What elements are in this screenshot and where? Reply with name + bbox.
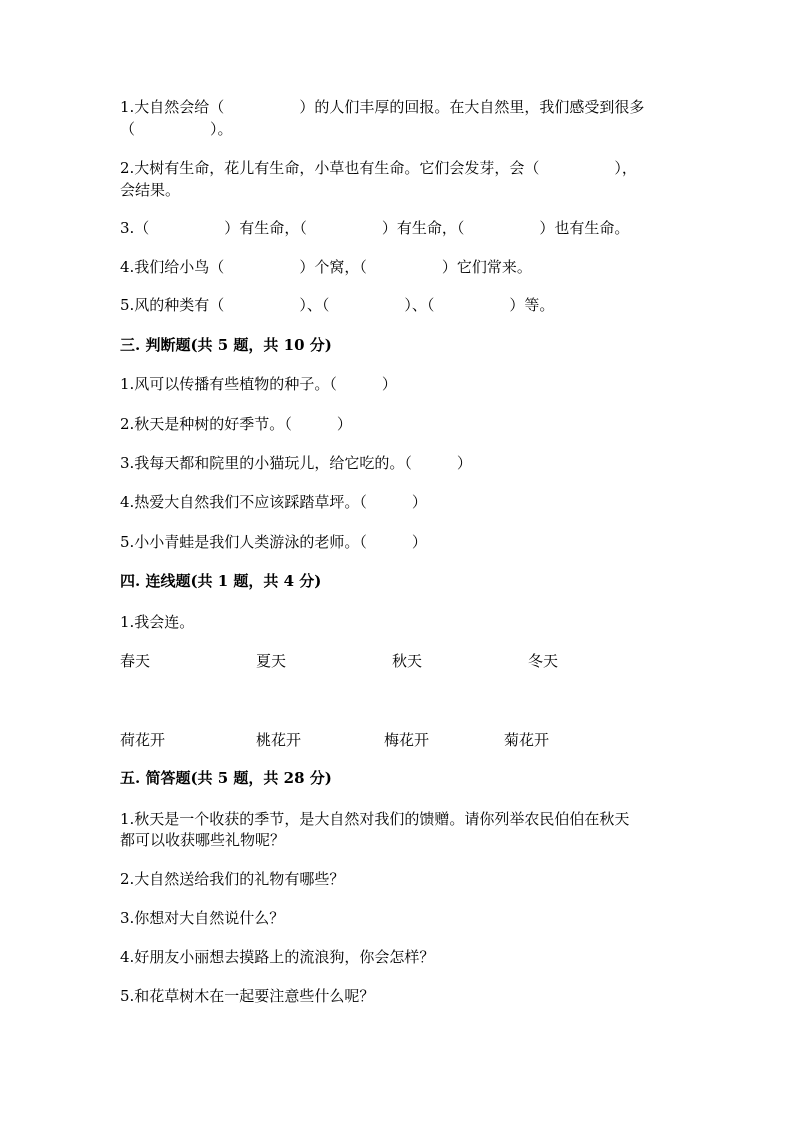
fill-q2-line1: 2.大树有生命，花儿有生命，小草也有生命。它们会发芽，会（ ），	[120, 159, 637, 177]
flower-lotus: 荷花开	[120, 731, 166, 749]
short-q1-line2: 都可以收获哪些礼物呢？	[120, 831, 286, 849]
season-spring: 春天	[120, 652, 151, 670]
short-q5: 5.和花草树木在一起要注意些什么呢？	[120, 987, 375, 1005]
fill-q1-line1: 1.大自然会给（ ）的人们丰厚的回报。在大自然里，我们感受到很多	[120, 98, 645, 116]
season-autumn: 秋天	[392, 652, 423, 670]
flower-plum: 梅花开	[384, 731, 430, 749]
season-winter: 冬天	[528, 652, 559, 670]
short-q4: 4.好朋友小丽想去摸路上的流浪狗，你会怎样？	[120, 948, 435, 966]
judge-q2: 2.秋天是种树的好季节。（ ）	[120, 415, 352, 433]
judge-q5: 5.小小青蛙是我们人类游泳的老师。（ ）	[120, 533, 427, 551]
section3-heading: 三. 判断题(共 5 题，共 10 分)	[120, 336, 332, 354]
fill-q5: 5.风的种类有（ ）、（ ）、（ ）等。	[120, 296, 555, 314]
judge-q4: 4.热爱大自然我们不应该踩踏草坪。（ ）	[120, 493, 427, 511]
judge-q1: 1.风可以传播有些植物的种子。（ ）	[120, 375, 397, 393]
section4-heading: 四. 连线题(共 1 题，共 4 分)	[120, 572, 322, 590]
fill-q2-line2: 会结果。	[120, 181, 181, 199]
flower-chrysanthemum: 菊花开	[504, 731, 550, 749]
match-question: 1.我会连。	[120, 613, 195, 631]
judge-q3: 3.我每天都和院里的小猫玩儿，给它吃的。（ ）	[120, 454, 472, 472]
season-summer: 夏天	[256, 652, 287, 670]
short-q3: 3.你想对大自然说什么？	[120, 909, 285, 927]
fill-q1-line2: （ ）。	[120, 120, 233, 138]
fill-q4: 4.我们给小鸟（ ）个窝，（ ）它们常来。	[120, 258, 532, 276]
section5-heading: 五. 简答题(共 5 题，共 28 分)	[120, 769, 332, 787]
fill-q3: 3.（ ）有生命，（ ）有生命，（ ）也有生命。	[120, 219, 630, 237]
short-q1-line1: 1.秋天是一个收获的季节，是大自然对我们的馈赠。请你列举农民伯伯在秋天	[120, 810, 630, 828]
short-q2: 2.大自然送给我们的礼物有哪些？	[120, 870, 345, 888]
flower-peach: 桃花开	[256, 731, 302, 749]
